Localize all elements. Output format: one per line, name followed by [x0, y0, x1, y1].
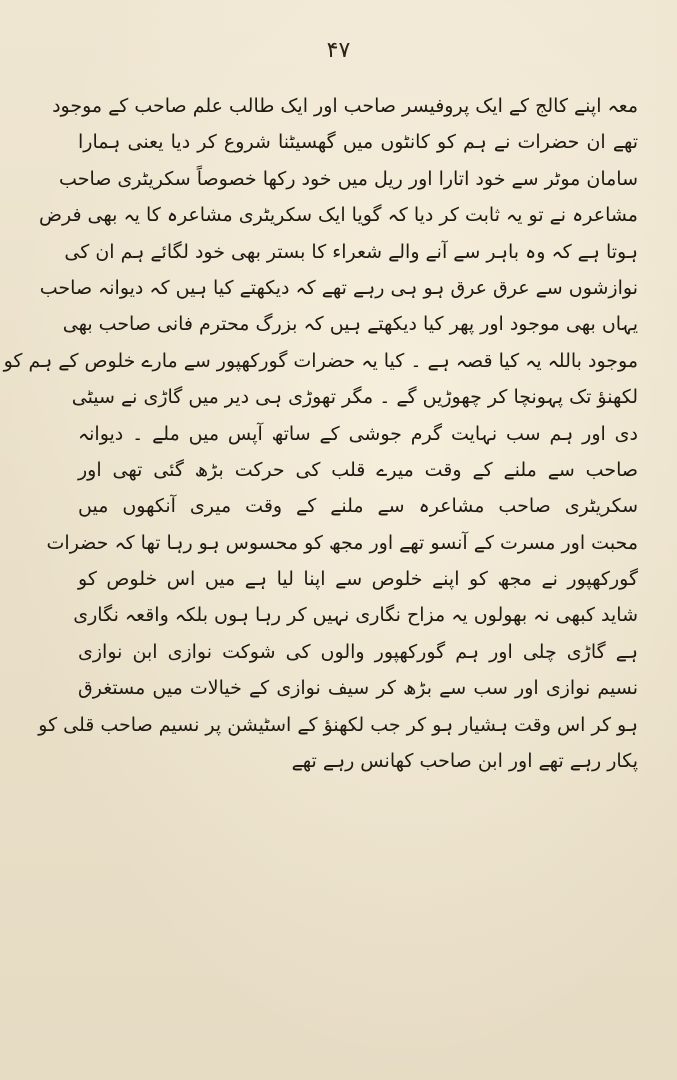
text-line: نسیم نوازی اور سب سے بڑھ کر سیف نوازی کے خیالات میں مستغرق: [78, 677, 638, 700]
text-line: تھے ان حضرات نے ہم کو کانٹوں میں گھسیٹنا شروع کر دیا یعنی ہمارا: [78, 131, 638, 154]
text-line: سکریٹری صاحب مشاعرہ سے ملنے کے وقت میری آنکھوں میں: [78, 495, 638, 518]
page-number: ۴۷: [326, 38, 351, 63]
text-line: موجود باللہ یہ کیا قصہ ہے ۔ کیا یہ حضرات گورکھپور سے مارے خلوص کے ہم کو: [3, 349, 638, 372]
text-line: لکھنؤ تک پہونچا کر چھوڑیں گے ۔ مگر تھوڑی ہی دیر میں گاڑی نے سیٹی: [71, 386, 638, 409]
body-text: [3, 88, 638, 779]
text-line: شاید کبھی نہ بھولوں یہ مزاح نگاری نہیں کر رہا ہوں بلکہ واقعہ نگاری: [73, 604, 638, 627]
text-line: محبت اور مسرت کے آنسو تھے اور مجھ کو محسوس ہو رہا تھا کہ حضرات: [46, 531, 638, 554]
text-line: ہو کر اس وقت ہشیار ہو کر جب لکھنؤ کے اسٹیشن پر نسیم صاحب قلی کو: [38, 713, 638, 736]
text-line: معہ اپنے کالج کے ایک پروفیسر صاحب اور ایک طالب علم صاحب کے موجود: [52, 95, 638, 117]
text-line: گورکھپور نے مجھ کو اپنے خلوص سے اپنا لیا ہے میں اس خلوص کو: [78, 568, 638, 591]
text-line: نوازشوں سے عرق عرق ہو ہی رہے تھے کہ دیکھتے کیا ہیں کہ دیوانہ صاحب: [39, 276, 638, 299]
text-line: مشاعرہ نے تو یہ ثابت کر دیا کہ گویا ایک سکریٹری مشاعرہ کا یہ بھی فرض: [38, 204, 638, 227]
text-line: یہاں بھی موجود اور پھر کیا دیکھتے ہیں کہ بزرگ محترم فانی صاحب بھی: [62, 313, 638, 336]
text-line: سامان موٹر سے خود اتارا اور ریل میں خود رکھا خصوصاً سکریٹری صاحب: [59, 167, 638, 190]
text-line: ہوتا ہے کہ وہ باہر سے آنے والے شعراء کا بستر بھی خود لگائے ہم ان کی: [64, 240, 638, 263]
text-line: دی اور ہم سب نہایت گرم جوشی کے ساتھ آپس میں ملے ۔ دیوانہ: [78, 422, 638, 445]
text-line-last: پکار رہے تھے اور ابن صاحب کھانس رہے تھے: [291, 750, 638, 773]
text-line: صاحب سے ملنے کے وقت میرے قلب کی حرکت بڑھ گئی تھی اور: [78, 458, 638, 481]
text-line: ہے گاڑی چلی اور ہم گورکھپور والوں کی شوکت نوازی ابن نوازی: [78, 640, 638, 663]
